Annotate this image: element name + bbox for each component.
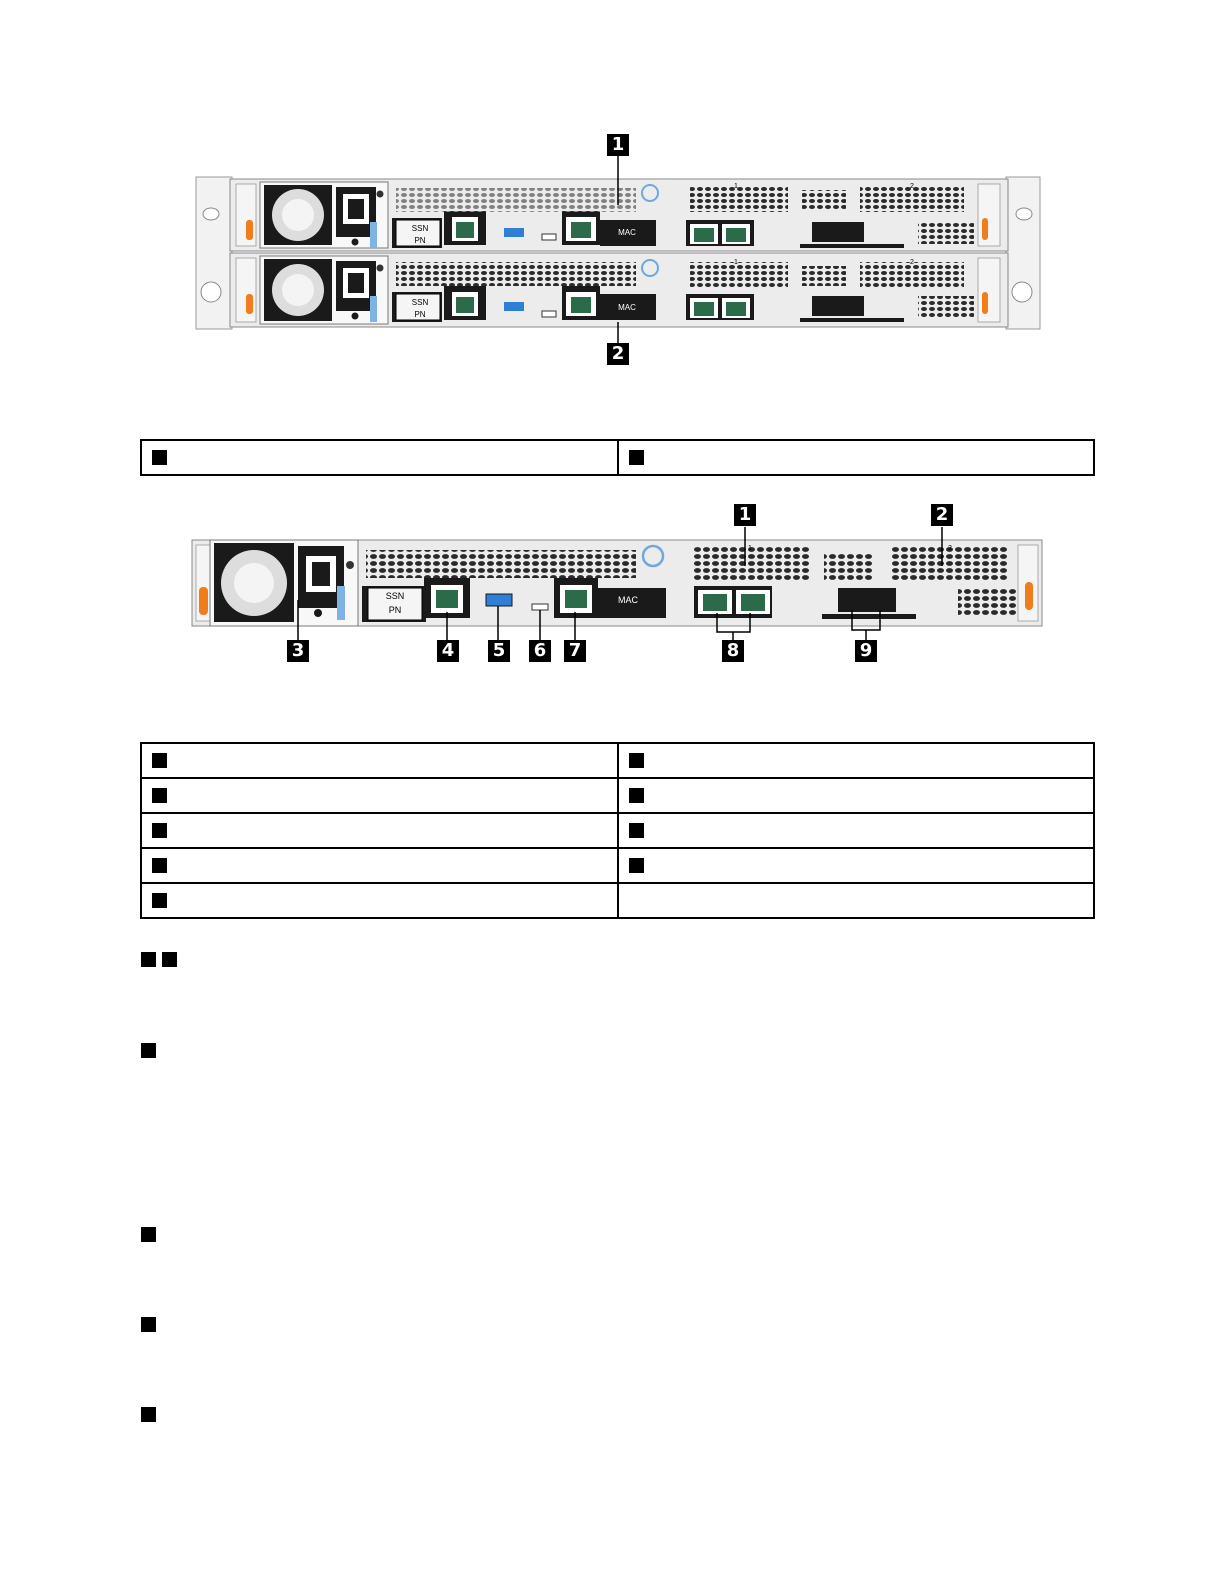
callout-1: 1 [734,504,756,526]
callout-marker [629,823,644,838]
svg-text:PN: PN [414,310,426,319]
svg-text:1: 1 [734,259,738,266]
callout-marker [152,823,167,838]
legend-cell [141,883,618,918]
svg-text:SSN: SSN [411,298,429,307]
callout-marker [141,952,156,967]
paragraph-marker-4 [141,1226,162,1244]
callout-5: 5 [488,640,510,662]
callout-4: 4 [437,640,459,662]
callout-marker [141,1043,156,1058]
table-row [141,813,1094,848]
table-row [141,883,1094,918]
paragraph-marker-1-2 [141,951,183,969]
callout-2: 2 [931,504,953,526]
rear-view-single-node-figure [0,0,1224,680]
callout-marker [141,1317,156,1332]
svg-text:SSN: SSN [385,591,405,601]
legend-cell [618,813,1095,848]
svg-text:MAC: MAC [618,595,638,605]
svg-text:1: 1 [734,183,738,190]
callout-7: 7 [564,640,586,662]
callout-marker [152,893,167,908]
svg-text:PN: PN [414,236,426,245]
callout-2: 2 [607,343,629,365]
svg-text:SSN: SSN [411,224,429,233]
paragraph-marker-5 [141,1316,162,1334]
svg-text:2: 2 [910,183,914,190]
node-single [192,540,1042,626]
table-row [141,743,1094,778]
callout-3: 3 [287,640,309,662]
legend-cell [618,743,1095,778]
callout-9: 9 [855,640,877,662]
callout-6: 6 [529,640,551,662]
legend-cell [141,743,618,778]
svg-text:MAC: MAC [618,228,636,237]
callout-marker [141,1407,156,1422]
svg-text:MAC: MAC [618,303,636,312]
legend-cell [141,848,618,883]
callout-marker [152,858,167,873]
callout-marker [152,753,167,768]
paragraph-marker-6 [141,1406,162,1424]
svg-text:2: 2 [910,259,914,266]
legend-cell [141,778,618,813]
svg-text:2: 2 [948,545,952,552]
legend-cell [141,813,618,848]
figure2-legend-table [140,742,1095,919]
callout-marker [629,788,644,803]
svg-text:1: 1 [748,545,752,552]
table-row [141,848,1094,883]
svg-text:PN: PN [388,605,402,615]
legend-cell [618,883,1095,918]
table-row [141,778,1094,813]
callout-marker [629,753,644,768]
legend-cell [618,778,1095,813]
legend-cell [618,848,1095,883]
callout-8: 8 [722,640,744,662]
callout-marker [162,952,177,967]
callout-marker [141,1227,156,1242]
paragraph-marker-3 [141,1042,162,1060]
callout-marker [152,788,167,803]
callout-1: 1 [607,134,629,156]
callout-marker [629,858,644,873]
